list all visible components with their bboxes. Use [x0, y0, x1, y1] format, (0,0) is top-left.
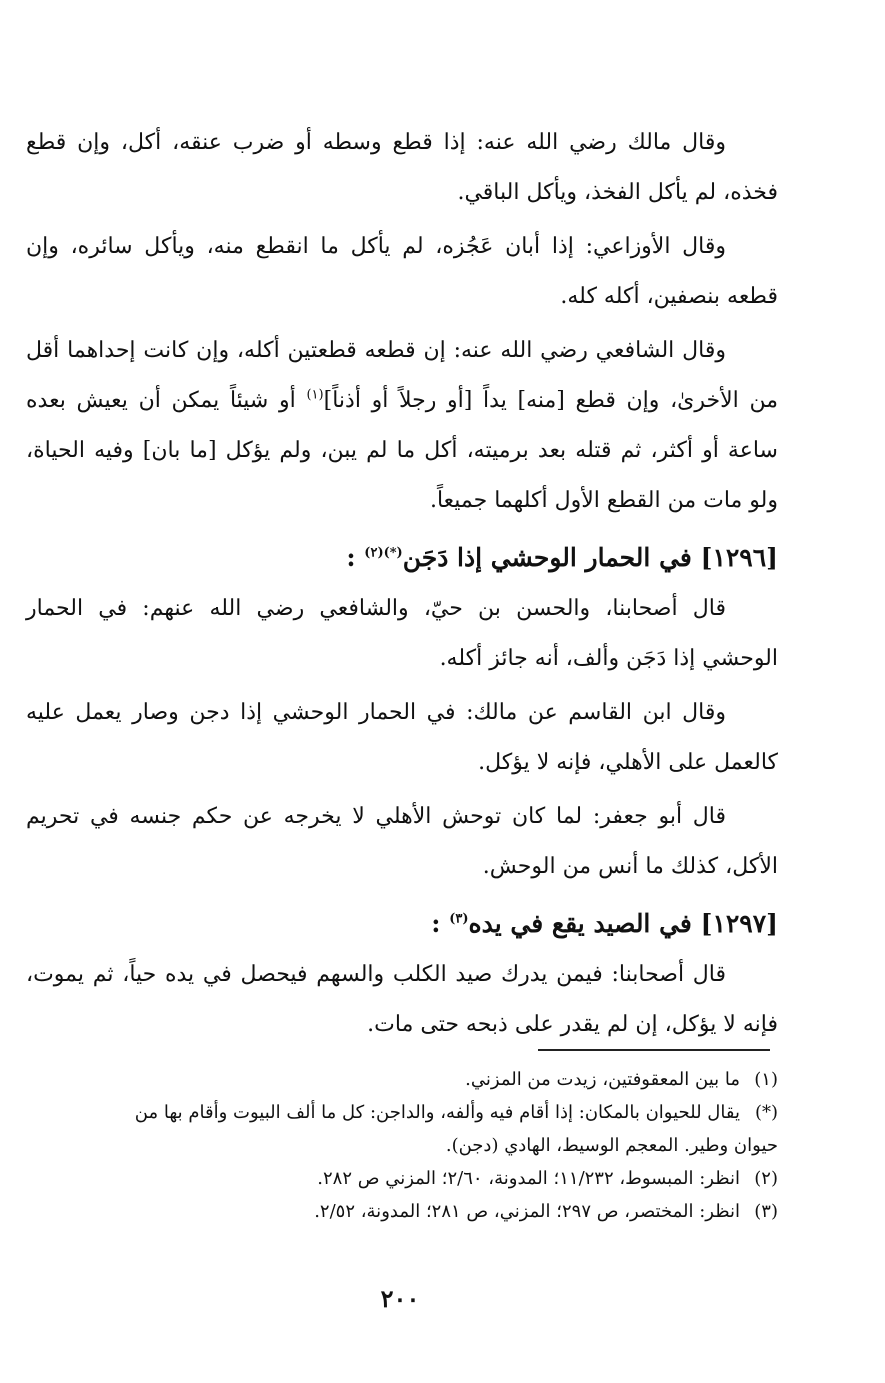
footnote-text: ما بين المعقوفتين، زيدت من المزني.: [465, 1069, 740, 1090]
section-number-1296: [١٢٩٦]: [700, 543, 778, 572]
footnote-text: يقال للحيوان بالمكان: إذا أقام فيه وألفه، والداجن: كل ما ألف البيوت وأقام بها من: [134, 1102, 740, 1123]
section-heading-1297: [26, 898, 778, 950]
paragraph-shafii-part1: وقال الشافعي رضي الله عنه: إن قطعه قطعتين أكله، وإن كانت إحداهما أقل من الأخرىٰ، وإن قطع [منه] يداً [أو رجلاً أو أذناً]: [26, 338, 779, 413]
footnote-text: انظر: المختصر، ص ٢٩٧؛ المزني، ص ٢٨١؛ المدونة، ٢/٥٢.: [314, 1201, 740, 1222]
section-colon-1296: :: [346, 543, 356, 572]
paragraph-malik: وقال مالك رضي الله عنه: إذا قطع وسطه أو ضرب عنقه، أكل، وإن قطع فخذه، لم يأكل الفخذ، ويأكل الباقي.: [26, 130, 778, 205]
paragraph-abu-jafar: قال أبو جعفر: لما كان توحش الأهلي لا يخرجه عن حكم جنسه في تحريم الأكل، كذلك ما أنس من الوحش.: [26, 804, 778, 879]
footnote-text: انظر: المبسوط، ١١/٢٣٢؛ المدونة، ٢/٦٠؛ المزني ص ٢٨٢.: [317, 1168, 740, 1189]
paragraph-shafii-part2: أو شيئاً يمكن أن يعيش بعده ساعة أو أكثر، ثم قتله بعد برميته، أكل ما لم يبن، ولم يؤكل [ما بان] وفيه الحياة، ولو مات من القطع الأول أكلهما جميعاً.: [26, 388, 778, 513]
footnote-ref-1[interactable]: (١): [306, 387, 324, 403]
footnotes: [26, 1063, 778, 1228]
paragraph-ashabuna-1296: قال أصحابنا، والحسن بن حيّ، والشافعي رضي الله عنهم: في الحمار الوحشي إذا دَجَن وألف، أنه جائز أكله.: [26, 596, 778, 671]
section-title-1297: في الصيد يقع في يده: [468, 909, 692, 938]
footnote-mark: (*): [754, 1102, 778, 1123]
section-marks-1297[interactable]: (٣): [449, 911, 469, 927]
footnote-mark: (٢): [754, 1168, 778, 1189]
section-heading-1296: [26, 532, 778, 584]
paragraph-shafii: [26, 326, 778, 526]
footnote-3: [26, 1195, 778, 1228]
section-number-1297: [١٢٩٧]: [700, 909, 778, 938]
section-colon-1297: :: [431, 909, 441, 938]
paragraph-ashabuna-1297: قال أصحابنا: فيمن يدرك صيد الكلب والسهم فيحصل في يده حياً، ثم يموت، فإنه لا يؤكل، إن لم يقدر على ذبحه حتى مات.: [26, 962, 778, 1037]
paragraph-awzai: وقال الأوزاعي: إذا أبان عَجُزه، لم يأكل ما انقطع منه، ويأكل سائره، وإن قطعه بنصفين، أكله كله.: [26, 234, 778, 309]
paragraph-ibn-alqasim: وقال ابن القاسم عن مالك: في الحمار الوحشي إذا دجن وصار يعمل عليه كالعمل على الأهلي، فإنه لا يؤكل.: [26, 700, 778, 775]
footnote-mark: (٣): [754, 1201, 778, 1222]
footnote-star-continuation: حيوان وطير. المعجم الوسيط، الهادي (دجن).: [445, 1135, 778, 1156]
footnote-mark: (١): [754, 1069, 778, 1090]
page-body: [26, 118, 778, 1054]
section-title-1296: في الحمار الوحشي إذا دَجَن: [402, 543, 692, 572]
footnote-star: [26, 1096, 778, 1129]
footnote-2: [26, 1162, 778, 1195]
footnote-separator: [538, 1049, 770, 1051]
footnote-1: [26, 1063, 778, 1096]
page-number: ٢٠٠: [380, 1284, 420, 1313]
section-marks-1296[interactable]: (*)(٢): [364, 545, 403, 561]
